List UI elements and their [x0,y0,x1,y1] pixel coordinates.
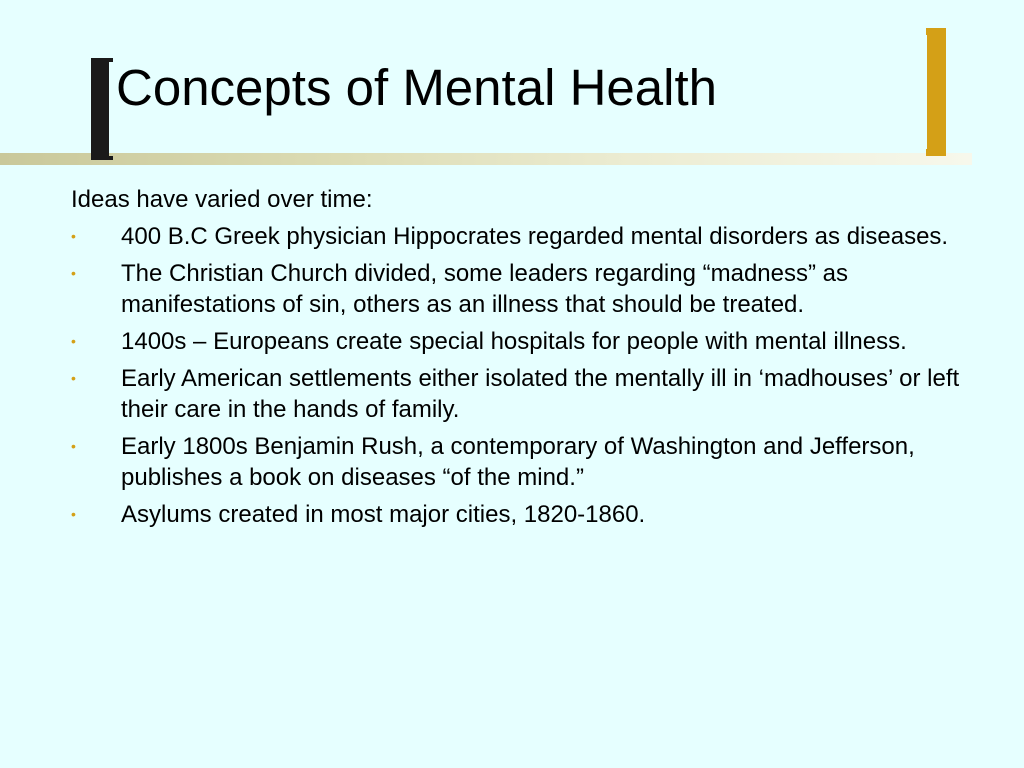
bullet-item [71,363,981,425]
left-bracket-bottom [91,156,113,160]
left-bracket-bar [91,58,109,160]
right-bracket-bottom [926,149,946,156]
right-bracket-top [926,28,946,35]
left-bracket-top [91,58,113,62]
bullet-dot-icon: • [71,228,76,244]
slide-title: Concepts of Mental Health [116,59,717,116]
bullet-dot-icon: • [71,438,76,454]
slide-body [71,184,981,536]
bullet-text: The Christian Church divided, some leaders regarding “madness” as manifestations of sin, others as an illness that should be treated. [121,260,849,318]
bullet-dot-icon: • [71,506,76,522]
bullet-list [71,221,981,530]
title-underline-rule [0,153,972,165]
bullet-item [71,258,981,320]
bullet-text: Asylums created in most major cities, 1820-1860. [121,501,646,528]
bullet-text: Early 1800s Benjamin Rush, a contemporary of Washington and Jefferson, publishes a book on diseases “of the mind.” [121,433,915,491]
bullet-item [71,221,981,252]
bullet-dot-icon: • [71,333,76,349]
right-bracket-bar [927,28,946,156]
bullet-item [71,431,981,493]
bullet-dot-icon: • [71,370,76,386]
bullet-text: 1400s – Europeans create special hospitals for people with mental illness. [121,328,907,355]
bullet-item [71,326,981,357]
bullet-item [71,499,981,530]
bullet-dot-icon: • [71,265,76,281]
bullet-text: Early American settlements either isolated the mentally ill in ‘madhouses’ or left their care in the hands of family. [121,365,960,423]
bullet-text: 400 B.C Greek physician Hippocrates regarded mental disorders as diseases. [121,223,949,250]
intro-text: Ideas have varied over time: [71,186,373,213]
